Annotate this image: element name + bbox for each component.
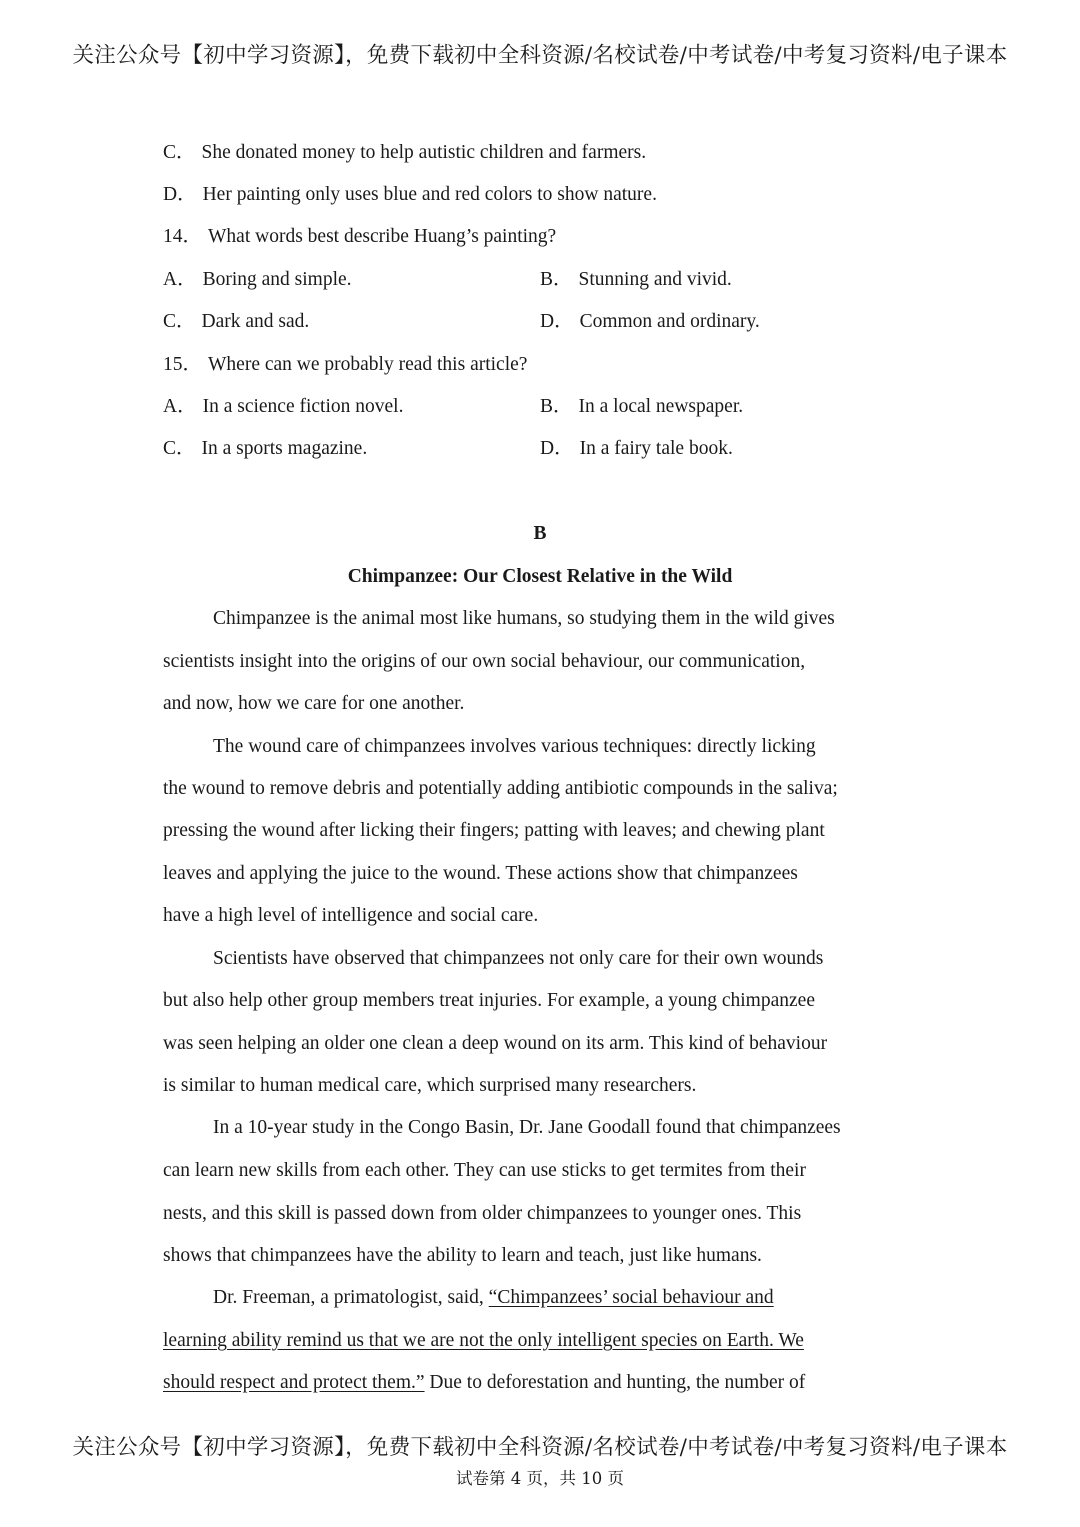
question-number: 15． xyxy=(163,354,203,375)
question-text: What words best describe Huang’s painting? xyxy=(208,226,557,247)
passage-line: shows that chimpanzees have the ability to learn and teach, just like humans. xyxy=(163,1245,762,1266)
option-letter: D． xyxy=(540,311,574,332)
question-number: 14． xyxy=(163,226,203,247)
freeman-line-1 xyxy=(213,1286,774,1310)
q14-option-c xyxy=(163,310,309,334)
option-text: Her painting only uses blue and red colors to show nature. xyxy=(202,184,657,205)
passage-line: leaves and applying the juice to the wound. These actions show that chimpanzees xyxy=(163,863,798,884)
q13-option-d xyxy=(163,183,657,207)
q14-option-d xyxy=(540,310,760,334)
passage-line: The wound care of chimpanzees involves various techniques: directly licking xyxy=(213,736,816,757)
passage-text: Due to deforestation and hunting, the number of xyxy=(424,1372,806,1393)
option-letter: D． xyxy=(163,184,197,205)
passage-line: and now, how we care for one another. xyxy=(163,693,465,714)
passage-line: was seen helping an older one clean a deep wound on its arm. This kind of behaviour xyxy=(163,1033,828,1054)
option-letter: B． xyxy=(540,396,573,417)
passage-line: but also help other group members treat injuries. For example, a young chimpanzee xyxy=(163,990,815,1011)
q15-option-d xyxy=(540,437,733,461)
passage-line: is similar to human medical care, which surprised many researchers. xyxy=(163,1075,697,1096)
question-14 xyxy=(163,225,556,249)
option-text: Stunning and vivid. xyxy=(578,269,732,290)
section-label: B xyxy=(533,523,547,544)
option-letter: D． xyxy=(540,438,574,459)
passage-line: can learn new skills from each other. They can use sticks to get termites from their xyxy=(163,1160,806,1181)
option-text: In a science fiction novel. xyxy=(202,396,404,417)
q14-option-a xyxy=(163,268,352,292)
passage-line: the wound to remove debris and potentially adding antibiotic compounds in the saliva; xyxy=(163,778,838,799)
freeman-intro: Dr. Freeman, a primatologist, said, xyxy=(213,1287,489,1308)
option-letter: C． xyxy=(163,142,196,163)
option-text: Dark and sad. xyxy=(201,311,310,332)
q13-option-c xyxy=(163,141,646,165)
q14-option-b xyxy=(540,268,732,292)
underlined-quote: learning ability remind us that we are not the only intelligent species on Earth. We xyxy=(163,1330,804,1351)
footer-banner: 关注公众号【初中学习资源】，免费下载初中全科资源/名校试卷/中考试卷/中考复习资料/电子课本 xyxy=(72,1435,1008,1460)
question-text: Where can we probably read this article? xyxy=(208,354,528,375)
passage-line: Scientists have observed that chimpanzees not only care for their own wounds xyxy=(213,948,824,969)
option-letter: A． xyxy=(163,396,197,417)
option-text: She donated money to help autistic children and farmers. xyxy=(201,142,647,163)
option-letter: C． xyxy=(163,311,196,332)
option-text: In a sports magazine. xyxy=(201,438,368,459)
option-text: Boring and simple. xyxy=(202,269,352,290)
passage-line: nests, and this skill is passed down from older chimpanzees to younger ones. This xyxy=(163,1203,802,1224)
q15-option-b xyxy=(540,395,743,419)
q15-option-a xyxy=(163,395,403,419)
option-letter: A． xyxy=(163,269,197,290)
freeman-line-3 xyxy=(163,1371,805,1395)
underlined-quote: should respect and protect them.” xyxy=(163,1372,425,1393)
option-text: In a fairy tale book. xyxy=(579,438,733,459)
underlined-quote: “Chimpanzees’ social behaviour and xyxy=(488,1287,774,1308)
page-number: 试卷第 4 页，共 10 页 xyxy=(456,1469,624,1488)
header-banner: 关注公众号【初中学习资源】，免费下载初中全科资源/名校试卷/中考试卷/中考复习资料/电子课本 xyxy=(72,43,1008,68)
passage-line: pressing the wound after licking their fingers; patting with leaves; and chewing plant xyxy=(163,820,825,841)
option-letter: B． xyxy=(540,269,573,290)
option-text: In a local newspaper. xyxy=(578,396,744,417)
option-text: Common and ordinary. xyxy=(579,311,760,332)
passage-line: scientists insight into the origins of our own social behaviour, our communication, xyxy=(163,651,806,672)
passage-line: Chimpanzee is the animal most like humans, so studying them in the wild gives xyxy=(213,608,835,629)
freeman-line-2 xyxy=(163,1329,804,1353)
q15-option-c xyxy=(163,437,367,461)
passage-title: Chimpanzee: Our Closest Relative in the Wild xyxy=(347,566,733,587)
passage-line: In a 10-year study in the Congo Basin, Dr. Jane Goodall found that chimpanzees xyxy=(213,1117,841,1138)
passage-line: have a high level of intelligence and social care. xyxy=(163,905,539,926)
option-letter: C． xyxy=(163,438,196,459)
question-15 xyxy=(163,353,527,377)
